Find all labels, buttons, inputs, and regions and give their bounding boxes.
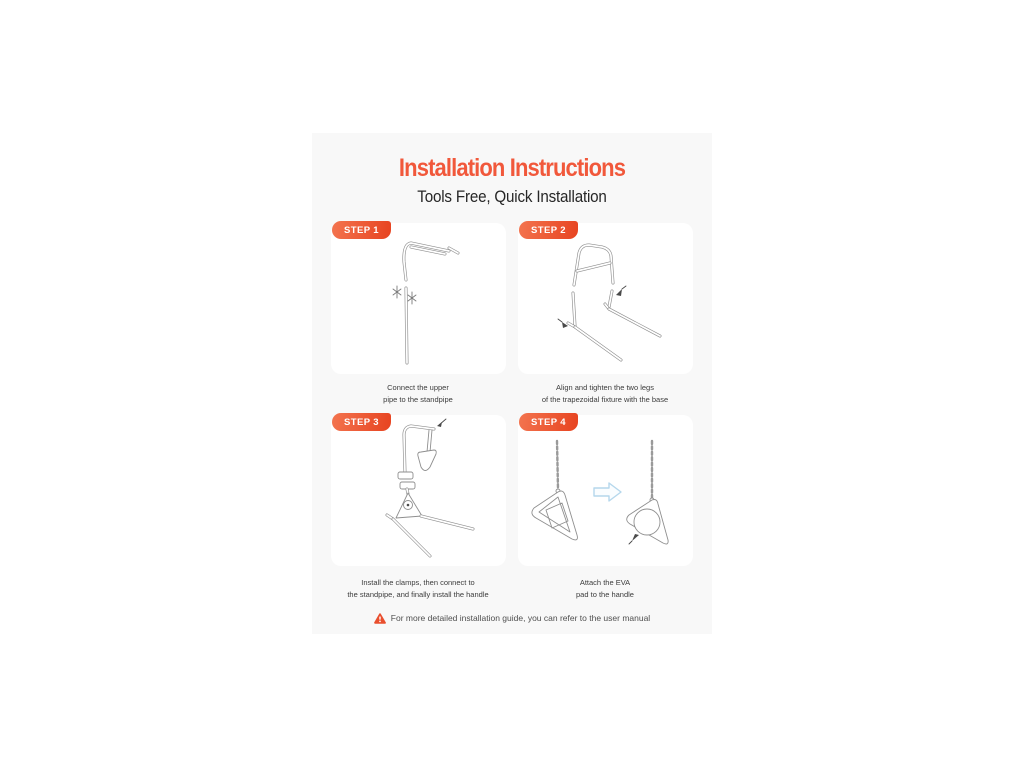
step-2-illustration trapezoid-frame-icon: [518, 223, 693, 374]
step-3-panel: [331, 415, 506, 566]
step-1-badge: STEP 1: [332, 221, 391, 239]
footer-note: [312, 610, 712, 626]
step-4-caption: Attach the EVA pad to the handle: [576, 578, 634, 599]
step-2-badge: STEP 2: [519, 221, 578, 239]
right-arrow-icon: [594, 483, 621, 501]
install-arrow-icon: [437, 419, 446, 427]
handle-without-pad: [532, 491, 578, 540]
step-1-panel: [331, 223, 506, 374]
clamps: [398, 472, 415, 489]
installation-instructions-card: [312, 133, 712, 634]
chain-left: [557, 441, 558, 489]
step-3-illustration clamp-handle-icon: [331, 415, 506, 566]
page-subtitle: Tools Free, Quick Installation: [417, 188, 607, 206]
step-4-panel: [518, 415, 693, 566]
footer-note-text: For more detailed installation guide, you can refer to the user manual: [390, 613, 651, 623]
step-4-badge: STEP 4: [519, 413, 578, 431]
page-title: Installation Instructions: [398, 154, 626, 182]
warning-triangle-icon: [374, 613, 386, 624]
step-3-badge: STEP 3: [332, 413, 391, 431]
attach-arrow-icon: [629, 534, 639, 544]
eva-pad: [634, 509, 660, 535]
step-1-caption: Connect the upper pipe to the standpipe: [383, 383, 453, 404]
step-1-illustration upper-pipe-icon: [331, 223, 506, 374]
step-2-panel: [518, 223, 693, 374]
step-3-caption: Install the clamps, then connect to the standpipe, and finally install the handle: [347, 578, 489, 599]
alignment-sparks-icon: [393, 286, 416, 304]
step-4-illustration eva-pad-icon: [518, 415, 693, 566]
hanging-strap: [427, 430, 432, 452]
step-2-caption: Align and tighten the two legs of the trapezoidal fixture with the base: [541, 383, 669, 404]
handle-grip: [418, 450, 436, 471]
